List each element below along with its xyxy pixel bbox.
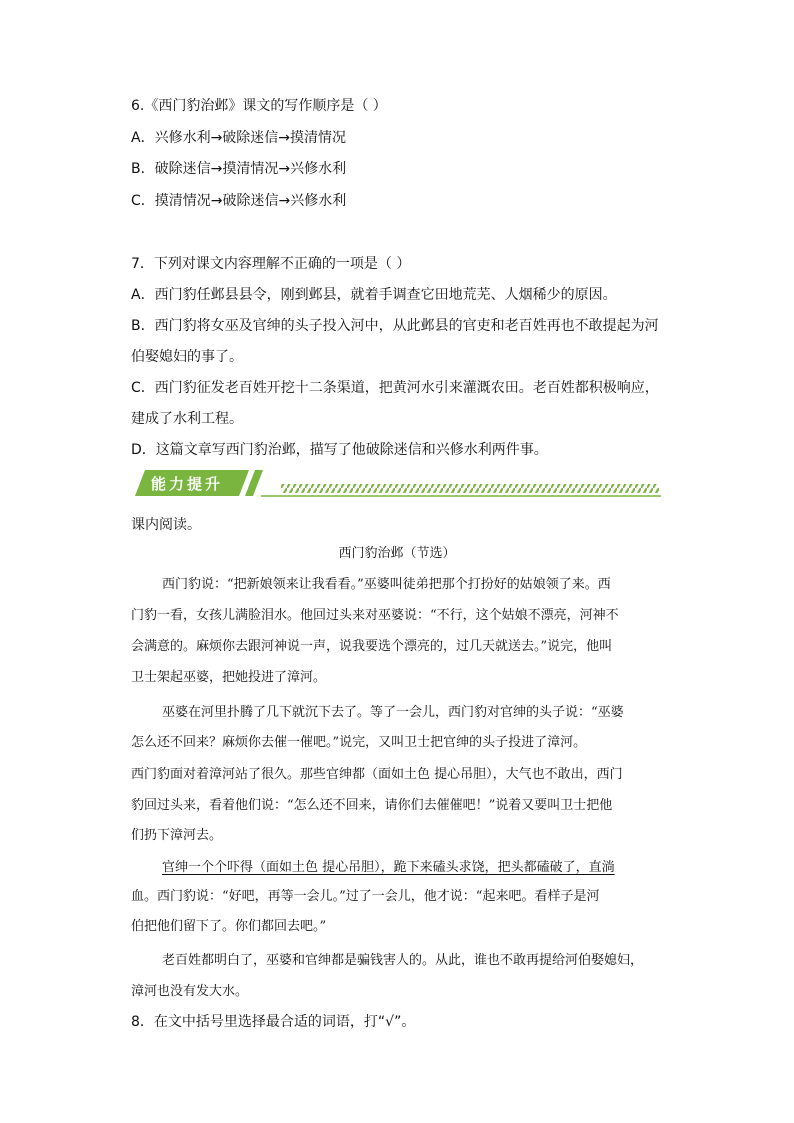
banner-slash-decor: [245, 470, 263, 496]
passage-line: 怎么还不回来？麻烦你去催一催吧。”说完，又叫卫士把官绅的头子投进了漳河。: [131, 735, 587, 750]
passage-line: 老百姓都明白了，巫婆和官绅都是骗钱害人的。从此，谁也不敢再提给河伯娶媳妇，: [162, 953, 644, 968]
q7-option-d: D．这篇文章写西门豹治邺，描写了他破除迷信和兴修水利两件事。: [131, 442, 548, 458]
passage-line: 卫士架起巫婆，把她投进了漳河。: [131, 670, 327, 685]
passage-line: 西门豹说：“把新娘领来让我看看。”巫婆叫徒弟把那个打扮好的姑娘领了来。西: [162, 577, 611, 592]
passage-title: 西门豹治邺（节选）: [338, 546, 456, 561]
passage-line: 豹回过头来，看着他们说：“怎么还不回来，请你们去催催吧！”说着又要叫卫士把他: [131, 798, 613, 813]
q6-option-c: C．摸清情况→破除迷信→兴修水利: [131, 193, 347, 209]
reading-intro: 课内阅读。: [131, 517, 201, 533]
section-banner: [131, 468, 661, 500]
passage-line: 会满意的。麻烦你去跟河神说一声，说我要选个漂亮的，过几天就送去。”说完，他叫: [131, 639, 613, 654]
q7-option-b-line1: B．西门豹将女巫及官绅的头子投入河中，从此邺县的官吏和老百姓再也不敢提起为河: [131, 318, 659, 334]
passage-line: 血。西门豹说：“好吧，再等一会儿。”过了一会儿，他才说：“起来吧。看样子是河: [131, 889, 600, 904]
q6-option-b: B．破除迷信→摸清情况→兴修水利: [131, 161, 347, 177]
passage-line: 伯把他们留下了。你们都回去吧。”: [131, 919, 327, 934]
passage-line: 巫婆在河里扑腾了几下就沉下去了。等了一会儿，西门豹对官绅的头子说：“巫婆: [162, 705, 624, 720]
q7-option-c-line2: 建成了水利工程。: [131, 411, 243, 427]
passage-line: 们扔下漳河去。: [131, 828, 223, 843]
passage-line: 门豹一看，女孩儿满脸泪水。他回过头来对巫婆说：“不行，这个姑娘不漂亮，河神不: [131, 608, 619, 623]
passage-line: 漳河也没有发大水。: [131, 984, 249, 999]
q7-option-a: A．西门豹任邺县县令，刚到邺县，就着手调查它田地荒芜、人烟稀少的原因。: [131, 287, 617, 303]
q7-stem: 7．下列对课文内容理解不正确的一项是（ ）: [131, 256, 411, 272]
banner-label: 能力提升: [151, 475, 224, 493]
q6-stem: 6.《西门豹治邺》课文的写作顺序是（ ）: [131, 98, 387, 114]
banner-hatch-bar: [281, 484, 659, 493]
q7-option-c-line1: C．西门豹征发老百姓开挖十二条渠道，把黄河水引来灌溉农田。老百姓都积极响应，: [131, 380, 659, 396]
q7-option-b-line2: 伯娶媳妇的事了。: [131, 349, 243, 365]
q8-stem: 8．在文中括号里选择最合适的词语，打“√”。: [131, 1014, 416, 1030]
passage-line: 西门豹面对着漳河站了很久。那些官绅都（面如土色 提心吊胆），大气也不敢出，西门: [131, 767, 623, 782]
passage-line-underlined: 官绅一个个吓得（面如土色 提心吊胆），跪下来磕头求饶，把头都磕破了，直淌: [162, 860, 615, 875]
q6-option-a: A．兴修水利→破除迷信→摸清情况: [131, 130, 347, 146]
